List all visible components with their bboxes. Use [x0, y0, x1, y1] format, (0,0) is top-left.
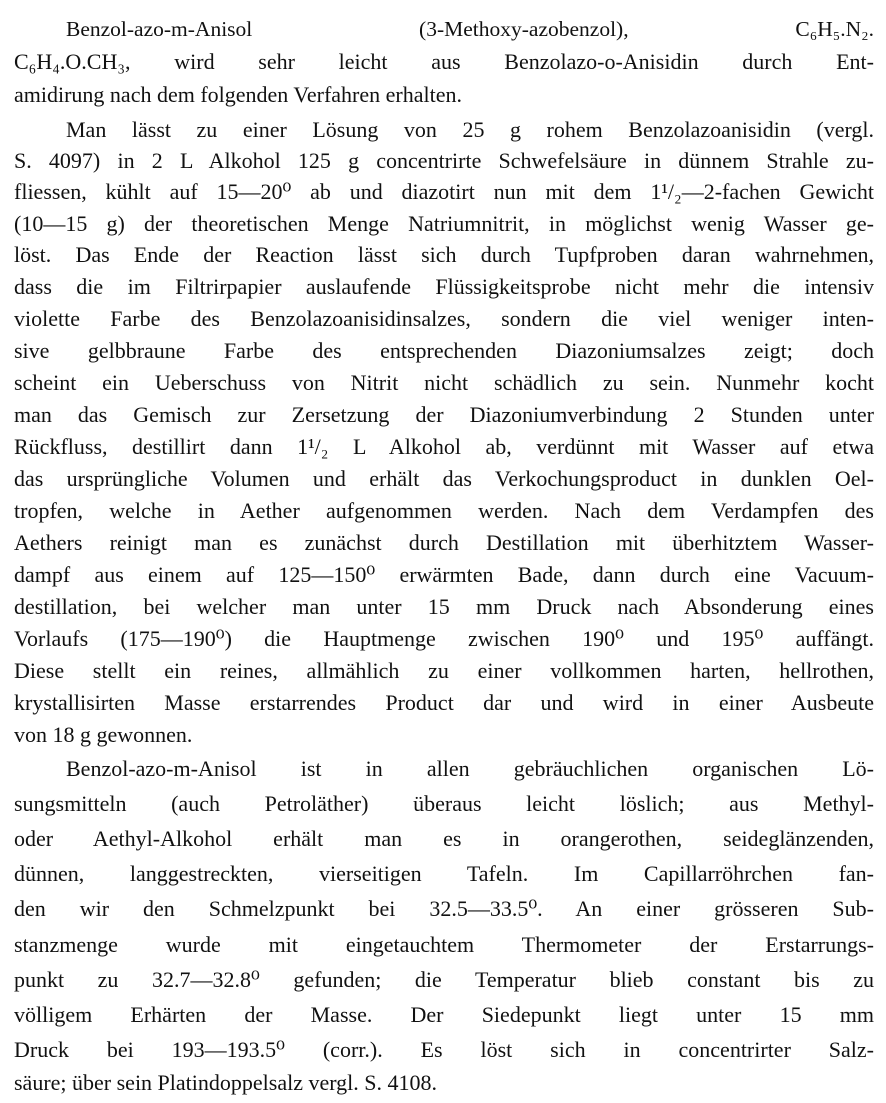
text-line: säure; über sein Platindoppelsalz vergl. S. 4108.	[14, 1070, 438, 1095]
text-line: S. 4097) in 2 L Alkohol 125 g concentrirte Schwefelsäure in dünnem Strahle zu-	[14, 148, 874, 173]
text-line: Vorlaufs (175—190⁰) die Hauptmenge zwischen 190⁰ und 195⁰ auffängt.	[14, 626, 874, 651]
text-line: Benzol-azo-m-Anisol ist in allen gebräuchlichen organischen Lö-	[66, 756, 874, 781]
text-line: (10—15 g) der theoretischen Menge Natriumnitrit, in möglichst wenig Wasser ge-	[14, 211, 874, 236]
text-line: destillation, bei welcher man unter 15 mm Druck nach Absonderung eines	[14, 594, 874, 619]
text-line: violette Farbe des Benzolazoanisidinsalzes, sondern die viel weniger inten-	[14, 306, 874, 331]
text-line: völligem Erhärten der Masse. Der Siedepunkt liegt unter 15 mm	[14, 1002, 874, 1027]
text-line: dünnen, langgestreckten, vierseitigen Tafeln. Im Capillarröhrchen fan-	[14, 861, 874, 886]
text-line: Rückfluss, destillirt dann 1¹/₂ L Alkohol ab, verdünnt mit Wasser auf etwa	[14, 434, 874, 459]
text-line: oder Aethyl-Alkohol erhält man es in orangerothen, seideglänzenden,	[14, 826, 874, 851]
text-line: dass die im Filtrirpapier auslaufende Flüssigkeitsprobe nicht mehr die intensiv	[14, 274, 874, 299]
text-line: stanzmenge wurde mit eingetauchtem Thermometer der Erstarrungs-	[14, 932, 874, 957]
text-line: Man lässt zu einer Lösung von 25 g rohem Benzolazoanisidin (vergl.	[66, 117, 874, 142]
text-line: das ursprüngliche Volumen und erhält das Verkochungsproduct in dunklen Oel-	[14, 466, 874, 491]
text-line: Aethers reinigt man es zunächst durch Destillation mit überhitztem Wasser-	[14, 530, 874, 555]
text-line: punkt zu 32.7—32.8⁰ gefunden; die Temperatur blieb constant bis zu	[14, 967, 874, 992]
text-line: man das Gemisch zur Zersetzung der Diazoniumverbindung 2 Stunden unter	[14, 402, 874, 427]
text-line: Druck bei 193—193.5⁰ (corr.). Es löst sich in concentrirter Salz-	[14, 1037, 874, 1062]
text-line: sive gelbbraune Farbe des entsprechenden Diazoniumsalzes zeigt; doch	[14, 338, 874, 363]
text-line: löst. Das Ende der Reaction lässt sich durch Tupfproben daran wahrnehmen,	[14, 242, 874, 267]
text-line: scheint ein Ueberschuss von Nitrit nicht schädlich zu sein. Nunmehr kocht	[14, 370, 874, 395]
text-line: sungsmitteln (auch Petroläther) überaus leicht löslich; aus Methyl-	[14, 791, 874, 816]
text-line: amidirung nach dem folgenden Verfahren erhalten.	[14, 82, 462, 107]
text-line: fliessen, kühlt auf 15—20⁰ ab und diazotirt nun mit dem 1¹/₂—2-fachen Gewicht	[14, 179, 874, 204]
text-line: Diese stellt ein reines, allmählich zu einer vollkommen harten, hellrothen,	[14, 658, 874, 683]
text-line: den wir den Schmelzpunkt bei 32.5—33.5⁰. An einer grösseren Sub-	[14, 896, 874, 921]
text-line: von 18 g gewonnen.	[14, 722, 193, 747]
text-line: tropfen, welche in Aether aufgenommen werden. Nach dem Verdampfen des	[14, 498, 874, 523]
text-line: dampf aus einem auf 125—150⁰ erwärmten Bade, dann durch eine Vacuum-	[14, 562, 874, 587]
text-line: krystallisirten Masse erstarrendes Product dar und wird in einer Ausbeute	[14, 690, 874, 715]
text-line: C₆H₄.O.CH₃, wird sehr leicht aus Benzolazo-o-Anisidin durch Ent-	[14, 49, 874, 74]
text-line: Benzol-azo-m-Anisol (3-Methoxy-azobenzol), C₆H₅.N₂.	[66, 17, 874, 41]
